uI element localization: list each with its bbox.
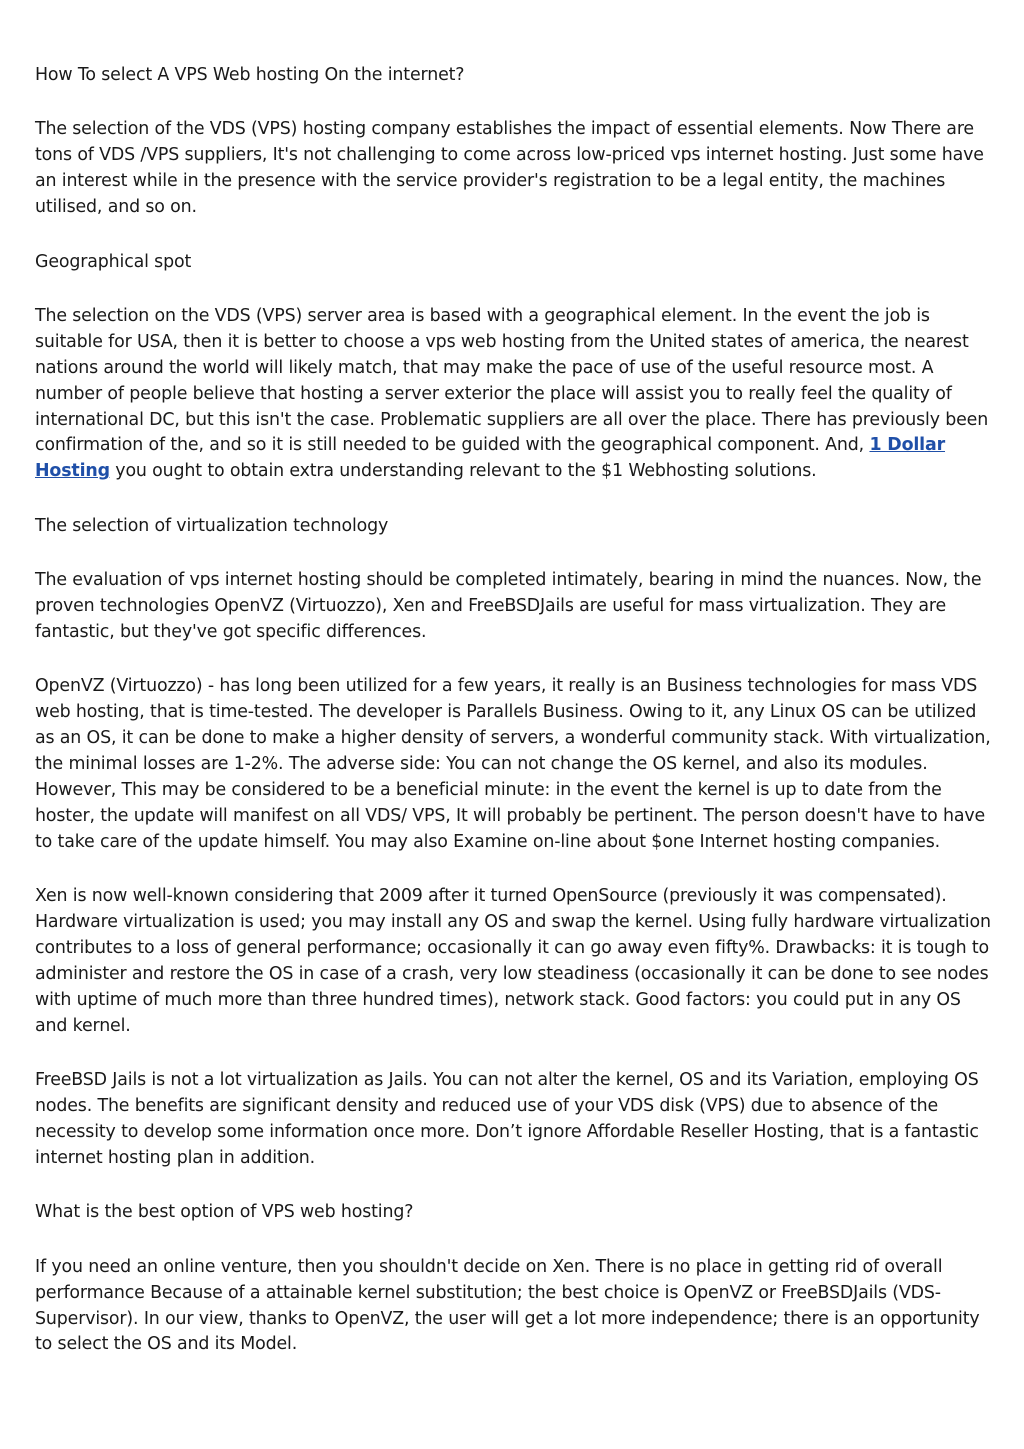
best-option-heading: What is the best option of VPS web hosting? xyxy=(35,1202,414,1223)
geo-heading: Geographical spot xyxy=(35,251,192,272)
geo-text-before: The selection on the VDS (VPS) server area is based with a geographical element. In the event the job is suitable for USA, then it is better to choose a vps web hosting from the United states of america, the nearest nations around the world will likely match, that may make the pace of use of the useful resource most. A number of people believe that hosting a server exterior the place will assist you to really feel the quality of international DC, but this isn't the case. Problematic suppliers are all over the place. There has previously been confirmation of the, and so it is still needed to be guided with the geographical component. And, xyxy=(35,305,989,456)
xen-paragraph: Xen is now well-known considering that 2009 after it turned OpenSource (previously it was compensated). Hardware virtualization is used; you may install any OS and swap the kernel. Using fully hardware virtualization contributes to a loss of general performance; occasionally it can go away even fifty%. Drawbacks: it is tough to administer and restore the OS in case of a crash, very low steadiness (occasionally it can be done to see nodes with uptime of much more than three hundred times), network stack. Good factors: you could put in any OS and kernel. xyxy=(35,886,991,1036)
geo-paragraph xyxy=(35,304,995,485)
virtualization-intro-paragraph: The evaluation of vps internet hosting should be completed intimately, bearing in mind the nuances. Now, the proven technologies OpenVZ (Virtuozzo), Xen and FreeBSDJails are useful for mass virtualization. They are fantastic, but they've got specific differences. xyxy=(35,570,982,642)
geo-text-after: you ought to obtain extra understanding relevant to the $1 Webhosting solutions. xyxy=(109,461,817,482)
one-dollar-hosting-link[interactable]: 1 Dollar Hosting xyxy=(35,435,946,482)
intro-paragraph: The selection of the VDS (VPS) hosting company establishes the impact of essential elements. Now There are tons of VDS /VPS suppliers, It's not challenging to come across low-priced vps internet hosting. Just some have an interest while in the presence with the service provider's registration to be a legal entity, the machines utilised, and so on. xyxy=(35,119,984,218)
openvz-paragraph: OpenVZ (Virtuozzo) - has long been utilized for a few years, it really is an Business technologies for mass VDS web hosting, that is time-tested. The developer is Parallels Business. Owing to it, any Linux OS can be utilized as an OS, it can be done to make a higher density of servers, a wonderful community stack. With virtualization, the minimal losses are 1-2%. The adverse side: You can not change the OS kernel, and also its modules. However, This may be considered to be a beneficial minute: in the event the kernel is up to date from the hoster, the update will manifest on all VDS/ VPS, It will probably be pertinent. The person doesn't have to have to take care of the update himself. You may also Examine on-line about $one Internet hosting companies. xyxy=(35,676,991,852)
best-option-paragraph: If you need an online venture, then you shouldn't decide on Xen. There is no place in getting rid of overall performance Because of a attainable kernel substitution; the best choice is OpenVZ or FreeBSDJails (VDS-Supervisor). In our view, thanks to OpenVZ, the user will get a lot more independence; there is an opportunity to select the OS and its Model. xyxy=(35,1256,980,1355)
virtualization-heading: The selection of virtualization technology xyxy=(35,515,389,536)
freebsd-paragraph: FreeBSD Jails is not a lot virtualization as Jails. You can not alter the kernel, OS and its Variation, employing OS nodes. The benefits are significant density and reduced use of your VDS disk (VPS) due to absence of the necessity to develop some information once more. Don’t ignore Affordable Reseller Hosting, that is a fantastic internet hosting plan in addition. xyxy=(35,1070,979,1168)
document-body xyxy=(35,63,995,1387)
document-title: How To select A VPS Web hosting On the internet? xyxy=(35,65,465,85)
